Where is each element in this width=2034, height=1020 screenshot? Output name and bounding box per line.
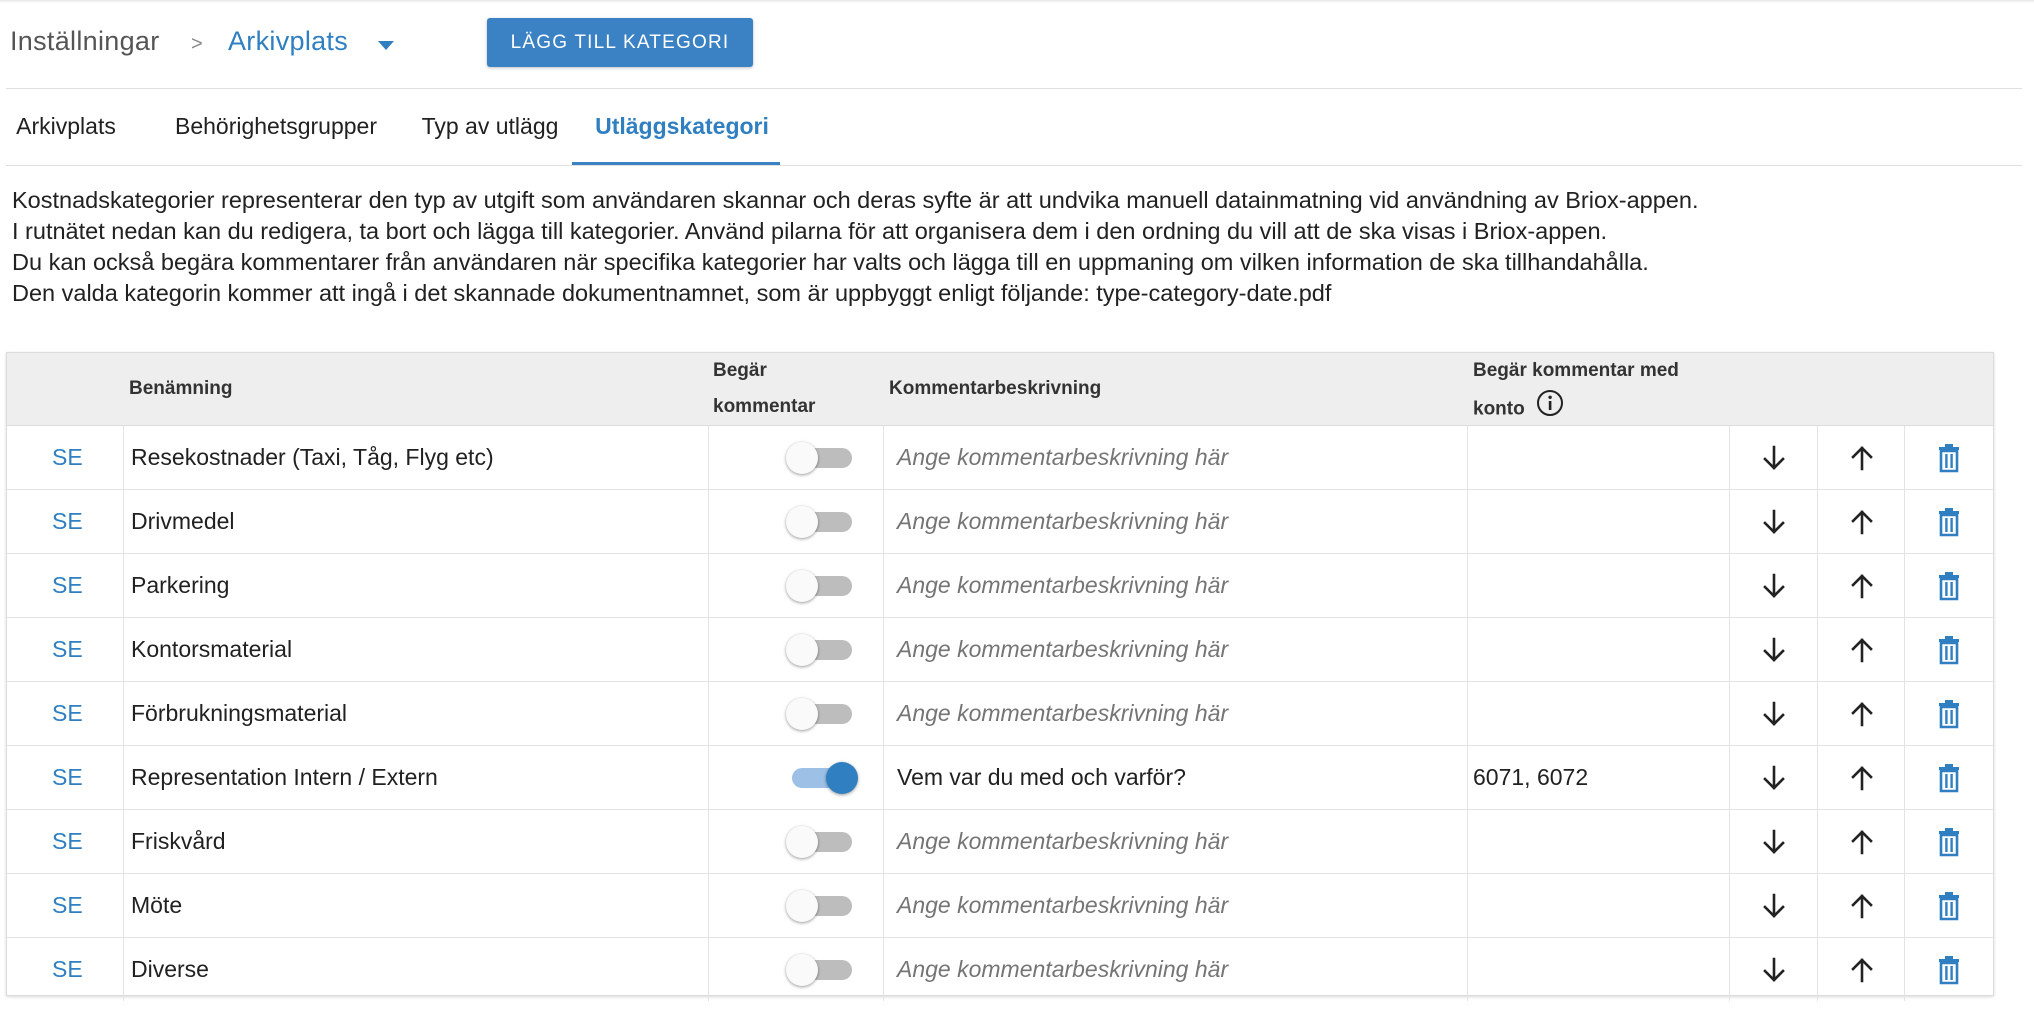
cell-divider xyxy=(1904,874,1905,937)
table-row xyxy=(7,874,1993,938)
category-name-cell[interactable]: Diverse xyxy=(131,956,209,982)
cell-divider xyxy=(1817,874,1818,937)
cell-divider xyxy=(1729,746,1730,809)
cell-divider xyxy=(1467,618,1468,681)
arrow-up-icon[interactable] xyxy=(1844,888,1880,924)
cell-divider xyxy=(1817,938,1818,1001)
trash-icon[interactable] xyxy=(1931,568,1967,604)
cell-divider xyxy=(708,746,709,809)
toggle-knob xyxy=(786,634,818,666)
table-row xyxy=(7,810,1993,874)
header-name: Benämning xyxy=(129,378,233,399)
arrow-up-icon[interactable] xyxy=(1844,632,1880,668)
tab-typ-av-utlagg[interactable]: Typ av utlägg xyxy=(421,113,559,139)
arrow-down-icon[interactable] xyxy=(1756,824,1792,860)
category-grid xyxy=(6,352,1994,996)
cell-divider xyxy=(1904,554,1905,617)
arrow-up-icon[interactable] xyxy=(1844,440,1880,476)
table-row xyxy=(7,490,1993,554)
arrow-down-icon[interactable] xyxy=(1756,440,1792,476)
cell-divider xyxy=(1729,554,1730,617)
account-cell[interactable] xyxy=(1473,554,1713,617)
cell-divider xyxy=(883,682,884,745)
trash-icon[interactable] xyxy=(1931,760,1967,796)
request-comment-toggle[interactable] xyxy=(786,506,858,538)
table-row xyxy=(7,938,1993,1001)
cell-divider xyxy=(1904,938,1905,1001)
arrow-up-icon[interactable] xyxy=(1844,952,1880,988)
caret-down-icon[interactable] xyxy=(378,41,394,50)
request-comment-toggle[interactable] xyxy=(786,890,858,922)
cell-divider xyxy=(1817,554,1818,617)
table-row xyxy=(7,746,1993,810)
cell-divider xyxy=(1817,746,1818,809)
account-cell[interactable] xyxy=(1473,426,1713,489)
header-request-with-account-line2 xyxy=(1473,389,1679,430)
category-name-cell[interactable]: Drivmedel xyxy=(131,508,235,534)
description-line: Den valda kategorin kommer att ingå i det skannade dokumentnamnet, som är uppbyggt enligt följande: type-category-date.pdf xyxy=(12,280,1332,306)
cell-divider xyxy=(1467,938,1468,1001)
tab-bar xyxy=(6,90,2022,165)
table-row xyxy=(7,682,1993,746)
cell-divider xyxy=(708,554,709,617)
account-cell[interactable] xyxy=(1473,618,1713,681)
cell-divider xyxy=(1904,426,1905,489)
category-name-cell[interactable]: Representation Intern / Extern xyxy=(131,764,438,790)
request-comment-toggle[interactable] xyxy=(786,698,858,730)
request-comment-toggle[interactable] xyxy=(786,634,858,666)
toggle-knob xyxy=(786,954,818,986)
toggle-knob xyxy=(786,826,818,858)
cell-divider xyxy=(1729,682,1730,745)
cell-divider xyxy=(1729,618,1730,681)
cell-divider xyxy=(123,426,124,489)
category-name-cell[interactable]: Förbrukningsmaterial xyxy=(131,700,348,726)
trash-icon[interactable] xyxy=(1931,696,1967,732)
trash-icon[interactable] xyxy=(1931,888,1967,924)
trash-icon[interactable] xyxy=(1931,952,1967,988)
language-link[interactable]: SE xyxy=(52,700,83,726)
cell-divider xyxy=(1817,618,1818,681)
description-line: Kostnadskategorier representerar den typ av utgift som användaren skannar och deras syfte är att undvika manuell datainmatning vid användning av Briox-appen. xyxy=(12,187,1699,213)
cell-divider xyxy=(1467,874,1468,937)
cell-divider xyxy=(123,490,124,553)
request-comment-toggle[interactable] xyxy=(786,954,858,986)
table-row xyxy=(7,618,1993,682)
cell-divider xyxy=(1817,682,1818,745)
language-link[interactable]: SE xyxy=(52,764,83,790)
cell-divider xyxy=(123,682,124,745)
description xyxy=(12,185,1698,309)
tab-utlaggskategori[interactable]: Utläggskategori xyxy=(595,113,769,139)
description-line: I rutnätet nedan kan du redigera, ta bort och lägga till kategorier. Använd pilarna för att organisera dem i den ordning du vill att de ska visas i Briox-appen. xyxy=(12,218,1608,244)
tab-behorighetsgrupper[interactable]: Behörighetsgrupper xyxy=(174,113,378,139)
language-link[interactable]: SE xyxy=(52,444,83,470)
header-request-with-account xyxy=(1473,353,1679,430)
language-link[interactable]: SE xyxy=(52,572,83,598)
trash-icon[interactable] xyxy=(1931,504,1967,540)
language-link[interactable]: SE xyxy=(52,508,83,534)
cell-divider xyxy=(883,490,884,553)
account-cell[interactable] xyxy=(1473,490,1713,553)
arrow-down-icon[interactable] xyxy=(1756,632,1792,668)
tab-arkivplats[interactable]: Arkivplats xyxy=(16,113,116,139)
cell-divider xyxy=(1467,490,1468,553)
cell-divider xyxy=(123,618,124,681)
cell-divider xyxy=(883,746,884,809)
cell-divider xyxy=(1729,938,1730,1001)
header-request-with-account-line: Begär kommentar med xyxy=(1473,360,1679,381)
arrow-up-icon[interactable] xyxy=(1844,824,1880,860)
cell-divider xyxy=(1467,746,1468,809)
language-link[interactable]: SE xyxy=(52,636,83,662)
cell-divider xyxy=(708,426,709,489)
category-name-cell[interactable]: Resekostnader (Taxi, Tåg, Flyg etc) xyxy=(131,444,494,470)
cell-divider xyxy=(123,554,124,617)
account-cell[interactable] xyxy=(1473,938,1713,1001)
header-request-comment xyxy=(713,353,815,425)
cell-divider xyxy=(883,618,884,681)
cell-divider xyxy=(708,490,709,553)
toggle-knob xyxy=(786,506,818,538)
cell-divider xyxy=(708,874,709,937)
cell-divider xyxy=(123,938,124,1001)
cell-divider xyxy=(883,426,884,489)
breadcrumb-current-dropdown[interactable]: Arkivplats xyxy=(228,26,349,56)
cell-divider xyxy=(708,938,709,1001)
cell-divider xyxy=(1729,810,1730,873)
comment-description-cell[interactable]: Ange kommentarbeskrivning här xyxy=(897,636,1229,662)
cell-divider xyxy=(708,810,709,873)
cell-divider xyxy=(708,618,709,681)
header-divider xyxy=(6,88,2022,89)
breadcrumb-separator: > xyxy=(191,33,203,55)
category-name-cell[interactable]: Parkering xyxy=(131,572,230,598)
header-request-comment-line: Begär xyxy=(713,360,767,381)
arrow-down-icon[interactable] xyxy=(1756,504,1792,540)
cell-divider xyxy=(123,874,124,937)
toggle-knob xyxy=(826,762,858,794)
cell-divider xyxy=(1467,554,1468,617)
comment-description-cell[interactable]: Ange kommentarbeskrivning här xyxy=(897,828,1229,854)
comment-description-cell[interactable]: Ange kommentarbeskrivning här xyxy=(897,444,1229,470)
cell-divider xyxy=(1904,490,1905,553)
cell-divider xyxy=(883,554,884,617)
account-cell[interactable] xyxy=(1473,874,1713,937)
language-link[interactable]: SE xyxy=(52,828,83,854)
cell-divider xyxy=(123,746,124,809)
category-name-cell[interactable]: Friskvård xyxy=(131,828,226,854)
account-cell[interactable] xyxy=(1473,682,1713,745)
trash-icon[interactable] xyxy=(1931,824,1967,860)
page-header xyxy=(0,0,2034,88)
request-comment-toggle[interactable] xyxy=(786,762,858,794)
comment-description-cell[interactable]: Ange kommentarbeskrivning här xyxy=(897,892,1229,918)
cell-divider xyxy=(1817,426,1818,489)
cell-divider xyxy=(883,874,884,937)
cell-divider xyxy=(1467,426,1468,489)
cell-divider xyxy=(1467,810,1468,873)
cell-divider xyxy=(1817,810,1818,873)
arrow-up-icon[interactable] xyxy=(1844,504,1880,540)
comment-description-cell[interactable]: Vem var du med och varför? xyxy=(897,764,1186,790)
cell-divider xyxy=(1904,746,1905,809)
table-row xyxy=(7,426,1993,490)
arrow-down-icon[interactable] xyxy=(1756,760,1792,796)
toggle-knob xyxy=(786,442,818,474)
cell-divider xyxy=(1729,426,1730,489)
cell-divider xyxy=(1817,490,1818,553)
info-icon[interactable] xyxy=(1536,389,1564,430)
category-name-cell[interactable]: Möte xyxy=(131,892,183,918)
arrow-up-icon[interactable] xyxy=(1844,568,1880,604)
cell-divider xyxy=(1729,490,1730,553)
account-cell[interactable]: 6071, 6072 xyxy=(1473,764,1589,790)
cell-divider xyxy=(883,810,884,873)
arrow-down-icon[interactable] xyxy=(1756,568,1792,604)
cell-divider xyxy=(1467,682,1468,745)
language-link[interactable]: SE xyxy=(52,892,83,918)
add-category-button[interactable]: LÄGG TILL KATEGORI xyxy=(487,18,753,67)
breadcrumb-root[interactable]: Inställningar xyxy=(10,26,160,56)
category-name-cell[interactable]: Kontorsmaterial xyxy=(131,636,293,662)
request-comment-toggle[interactable] xyxy=(786,442,858,474)
grid-header xyxy=(7,353,1993,426)
cell-divider xyxy=(123,810,124,873)
toggle-knob xyxy=(786,698,818,730)
cell-divider xyxy=(1904,810,1905,873)
request-comment-toggle[interactable] xyxy=(786,570,858,602)
cell-divider xyxy=(1904,618,1905,681)
table-row xyxy=(7,554,1993,618)
comment-description-cell[interactable]: Ange kommentarbeskrivning här xyxy=(897,572,1229,598)
arrow-down-icon[interactable] xyxy=(1756,952,1792,988)
trash-icon[interactable] xyxy=(1931,440,1967,476)
comment-description-cell[interactable]: Ange kommentarbeskrivning här xyxy=(897,508,1229,534)
cell-divider xyxy=(708,682,709,745)
cell-divider xyxy=(883,938,884,1001)
trash-icon[interactable] xyxy=(1931,632,1967,668)
arrow-down-icon[interactable] xyxy=(1756,696,1792,732)
comment-description-cell[interactable]: Ange kommentarbeskrivning här xyxy=(897,700,1229,726)
arrow-down-icon[interactable] xyxy=(1756,888,1792,924)
cell-divider xyxy=(1904,682,1905,745)
header-request-comment-line: kommentar xyxy=(713,396,816,417)
header-comment-description: Kommentarbeskrivning xyxy=(889,378,1102,399)
account-cell[interactable] xyxy=(1473,810,1713,873)
comment-description-cell[interactable]: Ange kommentarbeskrivning här xyxy=(897,956,1229,982)
request-comment-toggle[interactable] xyxy=(786,826,858,858)
arrow-up-icon[interactable] xyxy=(1844,760,1880,796)
language-link[interactable]: SE xyxy=(52,956,83,982)
description-line: Du kan också begära kommentarer från användaren när specifika kategorier har valts och lägga till en uppmaning om vilken information de ska tillhandahålla. xyxy=(12,249,1649,275)
toggle-knob xyxy=(786,890,818,922)
arrow-up-icon[interactable] xyxy=(1844,696,1880,732)
toggle-knob xyxy=(786,570,818,602)
cell-divider xyxy=(1729,874,1730,937)
tabs-divider xyxy=(6,165,2022,166)
header-request-with-account-line: konto xyxy=(1473,398,1525,420)
